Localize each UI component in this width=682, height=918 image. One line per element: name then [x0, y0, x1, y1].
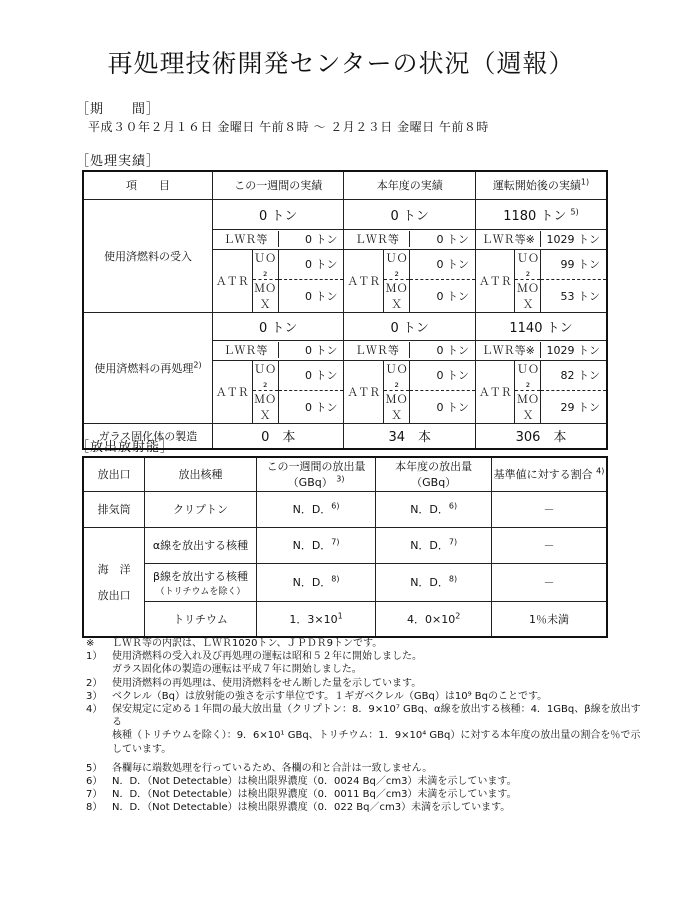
footnote: 2） 使用済燃料の再処理は、使用済燃料をせん断した量を示しています。 — [86, 677, 422, 689]
mox-label: ＭＯＸ — [384, 279, 410, 312]
tritium-year: 4．$0\times 10^2$ — [376, 601, 492, 637]
atr-label: ＡＴＲ — [213, 361, 252, 423]
uo2-label: ＵＯ₂ — [252, 361, 278, 391]
receive-week-lwr: 0 トン — [304, 233, 338, 246]
nuclide-tritium: トリチウム — [145, 601, 256, 637]
uo2-label: ＵＯ₂ — [252, 250, 278, 280]
reprocess-label: 使用済燃料の再処理$^{2)}$ — [83, 312, 212, 423]
col-outlet: 放出口 — [83, 457, 145, 491]
footnote: ※ ＬＷＲ等の内訳は、ＬＷＲ1020トン、ＪＰＤＲ9トンです。 — [86, 638, 383, 649]
receive-all-lwr: 1029 トン — [546, 233, 600, 246]
uo2-label: ＵＯ₂ — [516, 251, 539, 279]
lwr-label: ＬＷＲ等 — [213, 342, 278, 358]
uo2-label: ＵＯ₂ — [384, 361, 410, 391]
reprocess-year-total: 0 トン — [344, 312, 476, 340]
col-week: この一週間の実績 — [212, 171, 344, 199]
reprocess-all-total: 1140 トン — [475, 312, 607, 340]
footnotes — [86, 637, 646, 815]
alpha-ratio: － — [491, 527, 607, 563]
mox-label: ＭＯＸ — [515, 390, 541, 423]
lwr-label: ＬＷＲ等※ — [476, 231, 541, 247]
receive-year-total: 0 トン — [344, 199, 476, 229]
reprocess-all-mox: 29 トン — [560, 400, 600, 414]
col-item: 項 目 — [83, 171, 212, 199]
period-text: 平成３０年２月１６日 金曜日 午前８時 ～ ２月２３日 金曜日 午前８時 — [88, 120, 489, 134]
receive-all-total: 1180 トン $^{5)}$ — [475, 199, 607, 229]
footnote: 6） N．D．（Not Detectable）は検出限界濃度（0．0024 Bq／cm3）未満を示しています。 — [86, 776, 517, 788]
nuclide-krypton: クリプトン — [145, 491, 256, 527]
atr-label: ＡＴＲ — [213, 250, 252, 312]
reprocess-week-lwr: 0 トン — [304, 344, 338, 357]
atr-label: ＡＴＲ — [344, 250, 383, 312]
mox-label: ＭＯＸ — [384, 390, 410, 423]
processing-table — [82, 170, 608, 450]
footnote: 5） 各欄毎に端数処理を行っているため、各欄の和と合計は一致しません。 — [86, 762, 433, 774]
glass-all: 306 本 — [475, 423, 607, 449]
receive-label: 使用済燃料の受入 — [83, 199, 212, 312]
footnote: 3） ベクレル（Bq）は放射能の強さを示す単位です。１ギガベクレル（GBq）は10⁹ Bqのことです。 — [86, 690, 548, 702]
outlet-stack: 排気筒 — [83, 491, 145, 527]
nuclide-alpha: α線を放出する核種 — [145, 527, 256, 563]
lwr-label: ＬＷＲ等※ — [476, 342, 541, 358]
atr-label: ＡＴＲ — [476, 361, 515, 423]
mox-label: ＭＯＸ — [252, 279, 278, 312]
reprocess-all-lwr: 1029 トン — [546, 344, 600, 357]
glass-week: 0 本 — [212, 423, 344, 449]
lwr-label: ＬＷＲ等 — [213, 231, 278, 247]
beta-year: N．D．$^{8)}$ — [376, 563, 492, 601]
uo2-label: ＵＯ₂ — [384, 250, 410, 280]
emission-header: ［放出放射能］ — [76, 440, 175, 455]
col-year: 本年度の実績 — [344, 171, 476, 199]
reprocess-year-uo2: 0 トン — [410, 361, 475, 391]
footnote: ガラス固化体の製造の運転は平成７年に開始しました。 — [112, 664, 362, 676]
beta-week: N．D．$^{8)}$ — [256, 563, 376, 601]
footnote: 1） 使用済燃料の受入れ及び再処理の運転は昭和５２年に開始しました。 — [86, 651, 422, 663]
atr-label: ＡＴＲ — [344, 361, 383, 423]
receive-week-total: 0 トン — [212, 199, 344, 229]
receive-week-mox: 0 トン — [304, 289, 338, 303]
lwr-label: ＬＷＲ等 — [344, 231, 409, 247]
receive-week-uo2: 0 トン — [278, 250, 343, 280]
alpha-week: N．D．$^{7)}$ — [256, 527, 376, 563]
receive-year-uo2: 0 トン — [410, 250, 475, 280]
outlet-sea: 海 洋 放出口 — [83, 527, 145, 637]
footnote: 4） 保安規定に定める１年間の最大放出量（クリプトン：8．9×10⁷ GBq、α線を放出する核種：4．1GBq、β線を放出する — [86, 704, 641, 729]
glass-year: 34 本 — [344, 423, 476, 449]
processing-header: ［処理実績］ — [76, 154, 161, 169]
receive-year-mox: 0 トン — [436, 289, 469, 303]
reprocess-week-total: 0 トン — [212, 312, 344, 340]
col-week-emission: この一週間の放出量（GBq） $^{3)}$ — [256, 457, 376, 491]
mox-label: ＭＯＸ — [515, 279, 541, 312]
reprocess-year-lwr: 0 トン — [436, 344, 469, 357]
period-header: ［期 間］ — [76, 102, 161, 117]
footnote: 7） N．D．（Not Detectable）は検出限界濃度（0．0011 Bq／cm3）未満を示しています。 — [86, 789, 517, 801]
footnote: 核種（トリチウムを除く）：9．6×10¹ GBq、トリチウム：1．9×10⁴ GBq）に対する本年度の放出量の割合を％で示しています。 — [112, 730, 641, 755]
reprocess-all-uo2: 82 トン — [541, 361, 606, 391]
reprocess-week-mox: 0 トン — [304, 400, 338, 414]
receive-year-lwr: 0 トン — [436, 233, 469, 246]
uo2-label: ＵＯ₂ — [516, 362, 539, 390]
krypton-week: N．D．$^{6)}$ — [256, 491, 376, 527]
emission-table — [82, 456, 608, 638]
col-total: 運転開始後の実績$^{1)}$ — [475, 171, 607, 199]
lwr-label: ＬＷＲ等 — [344, 342, 409, 358]
atr-label: ＡＴＲ — [476, 250, 515, 312]
mox-label: ＭＯＸ — [252, 390, 278, 423]
footnote: 8） N．D．（Not Detectable）は検出限界濃度（0．022 Bq／cm3）未満を示しています。 — [86, 802, 511, 814]
receive-all-mox: 53 トン — [560, 289, 600, 303]
receive-all-uo2: 99 トン — [541, 250, 606, 280]
tritium-week: 1．$3\times 10^1$ — [256, 601, 376, 637]
page-title: 再処理技術開発センターの状況（週報） — [107, 49, 575, 78]
glass-label: ガラス固化体の製造 — [83, 423, 212, 449]
nuclide-beta: β線を放出する核種 （トリチウムを除く） — [145, 563, 256, 601]
reprocess-year-mox: 0 トン — [436, 400, 469, 414]
col-ratio: 基準値に対する割合 $^{4)}$ — [491, 457, 607, 491]
tritium-ratio: 1％未満 — [491, 601, 607, 637]
krypton-ratio: － — [491, 491, 607, 527]
reprocess-week-uo2: 0 トン — [278, 361, 343, 391]
krypton-year: N．D．$^{6)}$ — [376, 491, 492, 527]
col-nuclide: 放出核種 — [145, 457, 256, 491]
alpha-year: N．D．$^{7)}$ — [376, 527, 492, 563]
beta-ratio: － — [491, 563, 607, 601]
col-year-emission: 本年度の放出量（GBq） — [376, 457, 492, 491]
